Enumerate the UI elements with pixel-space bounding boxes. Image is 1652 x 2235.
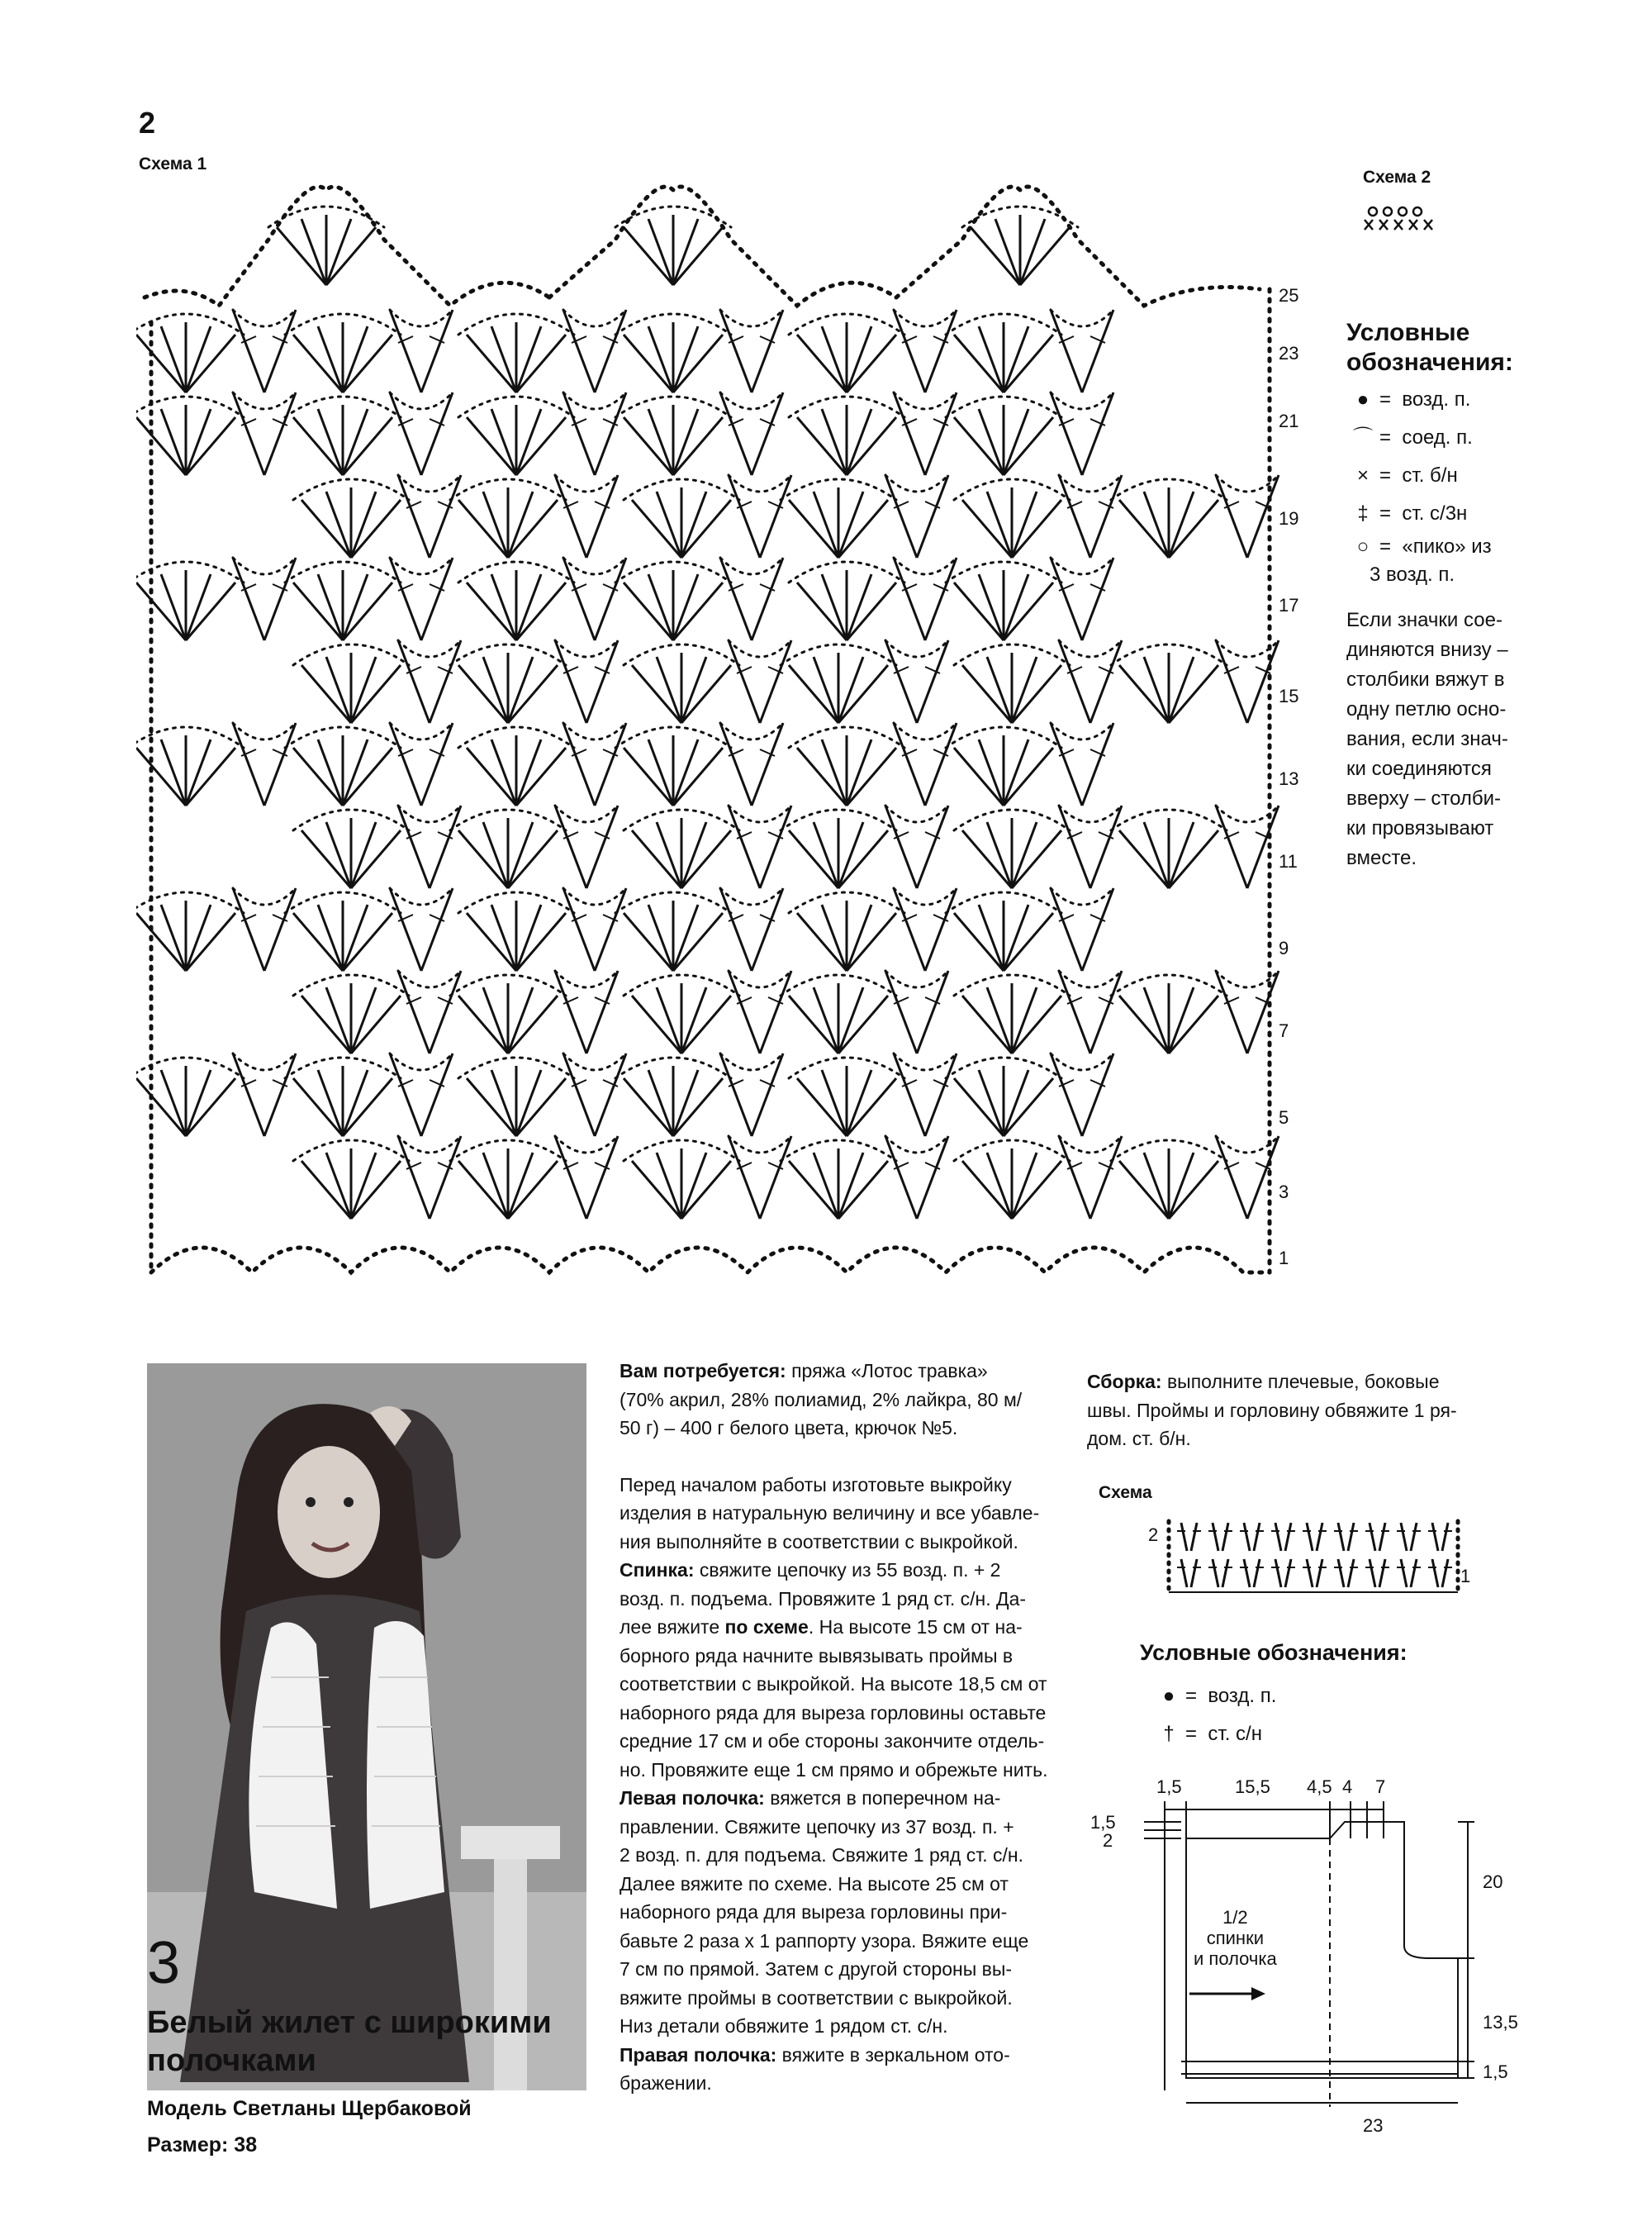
dim-top-1: 1,5 xyxy=(1156,1776,1182,1797)
row-number: 2 xyxy=(1148,1524,1159,1545)
single-crochet-icon: × xyxy=(1356,464,1369,487)
article-credits xyxy=(147,2090,472,2163)
text-line xyxy=(620,1699,1057,1728)
article-title xyxy=(147,2004,552,2080)
body-text: (70% акрил, 28% полиамид, 2% лайкра, 80 м/ xyxy=(620,1388,1023,1410)
legend-title-line2: обозначения: xyxy=(1346,349,1513,376)
inner-label-line: и полочка xyxy=(1194,1948,1277,1969)
dim-right-3: 1,5 xyxy=(1483,2061,1508,2082)
text-line xyxy=(620,1927,1057,1956)
legend-item xyxy=(1346,381,1631,419)
legend-picot-line2: 3 возд. п. xyxy=(1370,564,1455,586)
page-number: 2 xyxy=(139,106,156,140)
dc-stitch-mark xyxy=(1181,1523,1187,1551)
text-line xyxy=(620,1955,1057,1984)
chain-dot-icon: ● xyxy=(1356,388,1370,411)
pattern-inner-label xyxy=(1194,1907,1277,1969)
row-number: 1 xyxy=(1279,1248,1289,1268)
dim-top-2: 15,5 xyxy=(1235,1776,1270,1797)
body-text: бражении. xyxy=(620,2072,712,2094)
legend-item xyxy=(1152,1677,1276,1715)
scheme2-label: Схема 2 xyxy=(1363,168,1431,187)
row-number: 9 xyxy=(1279,938,1289,958)
legend-item xyxy=(1346,495,1631,533)
text-line xyxy=(620,2041,1057,2070)
dc-stitch-mark xyxy=(1275,1559,1281,1587)
bold-heading: Левая полочка: xyxy=(620,1787,765,1809)
dim-bottom: 23 xyxy=(1363,2115,1384,2136)
dc-stitch-mark xyxy=(1285,1523,1291,1551)
body-text: . На высоте 15 см от на- xyxy=(808,1616,1023,1638)
row-number: 1 xyxy=(1460,1566,1471,1586)
text-line xyxy=(620,1414,1057,1443)
body-text: свяжите цепочку из 55 возд. п. + 2 xyxy=(694,1559,1001,1581)
text-line xyxy=(620,1756,1057,1785)
row-number: 13 xyxy=(1279,768,1299,789)
dc-stitch-mark xyxy=(1401,1559,1407,1587)
dc-stitch-mark xyxy=(1222,1559,1228,1587)
body-text: но. Провяжите еще 1 см прямо и обрежьте нить. xyxy=(620,1758,1048,1781)
article-number: 3 xyxy=(147,1930,181,1996)
dc-stitch-mark xyxy=(1370,1523,1375,1551)
note-line: столбики вяжут в xyxy=(1346,668,1505,691)
text-line xyxy=(620,1984,1057,2013)
assembly-text xyxy=(1087,1367,1533,1453)
row-number: 11 xyxy=(1279,851,1298,872)
dc-stitch-mark xyxy=(1338,1523,1344,1551)
body-text: пряжа «Лотос травка» xyxy=(786,1360,988,1381)
text-line xyxy=(620,1813,1057,1842)
note-line: вместе. xyxy=(1346,847,1417,869)
slip-stitch-icon: ⌒ xyxy=(1353,426,1373,449)
scheme1-label: Схема 1 xyxy=(139,155,207,174)
chain-dot-icon: ● xyxy=(1162,1685,1175,1707)
body-text: выполните плечевые, боковые xyxy=(1161,1371,1440,1392)
bold-heading: Спинка: xyxy=(620,1559,695,1581)
text-line xyxy=(620,1898,1057,1927)
text-line xyxy=(620,1499,1057,1528)
text-line xyxy=(620,1556,1057,1585)
dc-stitch-mark xyxy=(1379,1523,1385,1551)
dc-stitch-mark xyxy=(1317,1559,1322,1587)
row-number: 17 xyxy=(1279,595,1299,616)
legend-text: ст. с/3н xyxy=(1402,502,1468,525)
dc-stitch-mark xyxy=(1317,1523,1322,1551)
dim-top-5: 7 xyxy=(1375,1776,1386,1797)
dc-stitch-mark xyxy=(1222,1523,1228,1551)
bold-heading: Сборка: xyxy=(1087,1371,1162,1392)
garment-pattern-diagram xyxy=(1082,1776,1545,2123)
body-text: вяжется в поперечном на- xyxy=(764,1787,1001,1809)
body-text: 50 г) – 400 г белого цвета, крючок №5. xyxy=(620,1417,958,1438)
crochet-chart-scheme1 xyxy=(136,140,1293,1289)
body-text: соответствии с выкройкой. На высоте 18,5 см от xyxy=(620,1673,1047,1695)
legend-note xyxy=(1346,606,1631,873)
inner-label-line: спинки xyxy=(1206,1928,1264,1948)
text-line xyxy=(620,2012,1057,2041)
title-line: Белый жилет с широкими xyxy=(147,2005,552,2040)
dc-stitch-mark xyxy=(1275,1523,1281,1551)
dc-stitch-mark xyxy=(1411,1559,1417,1587)
dc-stitch-mark xyxy=(1213,1523,1218,1551)
note-line: ки провязывают xyxy=(1346,817,1494,839)
dc-stitch-mark xyxy=(1244,1559,1250,1587)
row-number: 15 xyxy=(1279,686,1299,706)
triple-treble-icon: ‡ xyxy=(1357,502,1369,525)
dc-stitch-mark xyxy=(1213,1559,1218,1587)
legend-eq: = xyxy=(1379,426,1392,449)
body-text: бавьте 2 раза х 1 раппорту узора. Вяжите еще xyxy=(620,1929,1029,1952)
row-number: 7 xyxy=(1279,1020,1289,1041)
legend-text: возд. п. xyxy=(1402,388,1471,411)
legend-item xyxy=(1346,533,1631,561)
dim-top-4: 4 xyxy=(1342,1776,1353,1797)
note-line: вверху – столби- xyxy=(1346,787,1502,810)
row-number: 21 xyxy=(1279,411,1299,431)
dim-right-1: 20 xyxy=(1483,1871,1503,1892)
row-number: 25 xyxy=(1279,285,1299,306)
picot-icon: ○ xyxy=(1356,535,1370,558)
dc-stitch-mark xyxy=(1191,1523,1197,1551)
dc-stitch-mark xyxy=(1181,1559,1187,1587)
body-text: ния выполняйте в соответствии с выкройкой. xyxy=(620,1530,1018,1553)
bold-heading: Вам потребуется: xyxy=(620,1360,786,1381)
text-line xyxy=(620,1727,1057,1756)
note-line: Если значки сое- xyxy=(1346,609,1502,631)
text-line xyxy=(620,1443,1057,1471)
body-text: Перед началом работы изготовьте выкройку xyxy=(620,1473,1012,1496)
crochet-chart-edging xyxy=(1165,1516,1462,1599)
instructions-column xyxy=(620,1357,1057,2098)
row-number: 3 xyxy=(1279,1182,1289,1202)
double-crochet-icon: † xyxy=(1163,1723,1175,1745)
body-text: средние 17 см и обе стороны закончите отдель- xyxy=(620,1730,1045,1752)
body-text: вяжите в зеркальном ото- xyxy=(776,2043,1010,2066)
model-photo xyxy=(147,1363,586,2090)
dc-stitch-mark xyxy=(1191,1559,1197,1587)
legend-text: ст. б/н xyxy=(1402,464,1458,487)
text-line xyxy=(620,2069,1057,2098)
legend-scheme1 xyxy=(1346,318,1631,873)
legend-eq: = xyxy=(1185,1723,1198,1745)
legend-text: возд. п. xyxy=(1208,1685,1277,1707)
dc-stitch-mark xyxy=(1348,1523,1354,1551)
text-line xyxy=(620,1613,1057,1642)
note-line: диняются внизу – xyxy=(1346,639,1508,661)
legend-eq: = xyxy=(1379,502,1392,525)
text-line xyxy=(620,1471,1057,1500)
bold-inline: по схеме xyxy=(724,1616,809,1638)
body-text: наборного ряда для выреза горловины оставьте xyxy=(620,1701,1047,1724)
dc-stitch-mark xyxy=(1285,1559,1291,1587)
legend-item xyxy=(1346,419,1631,457)
legend-item xyxy=(1346,457,1631,495)
title-line: полочками xyxy=(147,2043,316,2078)
text-line xyxy=(1087,1424,1533,1453)
note-line: вания, если знач- xyxy=(1346,728,1508,750)
text-line xyxy=(620,1528,1057,1557)
text-line xyxy=(620,1670,1057,1699)
text-line xyxy=(620,1841,1057,1870)
dc-stitch-mark xyxy=(1432,1559,1438,1587)
body-text: возд. п. подъема. Провяжите 1 ряд ст. с/н. Да- xyxy=(620,1587,1027,1610)
body-text: лее вяжите xyxy=(620,1616,725,1638)
legend-text: соед. п. xyxy=(1402,426,1473,449)
legend-scheme-edging xyxy=(1152,1677,1276,1753)
body-text: Низ детали обвяжите 1 рядом ст. с/н. xyxy=(620,2015,948,2037)
dc-stitch-mark xyxy=(1244,1523,1250,1551)
dc-stitch-mark xyxy=(1370,1559,1375,1587)
body-text: вяжите проймы в соответствии с выкройкой. xyxy=(620,1986,1013,2009)
dc-stitch-mark xyxy=(1307,1559,1313,1587)
text-line xyxy=(620,1642,1057,1671)
dc-stitch-mark xyxy=(1379,1559,1385,1587)
body-text: Далее вяжите по схеме. На высоте 25 см от xyxy=(620,1872,1009,1895)
model-credit: Модель Светланы Щербаковой xyxy=(147,2097,472,2120)
row-number: 23 xyxy=(1279,343,1299,364)
dc-stitch-mark xyxy=(1401,1523,1407,1551)
legend-text: «пико» из xyxy=(1402,535,1492,558)
legend-item xyxy=(1152,1715,1276,1753)
legend-eq: = xyxy=(1379,464,1392,487)
dim-left-1: 1,5 xyxy=(1090,1812,1116,1833)
dc-stitch-mark xyxy=(1254,1559,1260,1587)
note-line: одну петлю осно- xyxy=(1346,698,1507,720)
text-line xyxy=(620,1357,1057,1386)
scheme2-picot-row xyxy=(1363,205,1437,235)
legend2-title: Условные обозначения: xyxy=(1140,1640,1408,1665)
text-line xyxy=(620,1870,1057,1899)
text-line xyxy=(1087,1396,1533,1425)
text-line xyxy=(620,1585,1057,1614)
dc-stitch-mark xyxy=(1338,1559,1344,1587)
dim-right-2: 13,5 xyxy=(1483,2012,1518,2033)
dim-top-3: 4,5 xyxy=(1307,1776,1332,1797)
body-text: 2 возд. п. для подъема. Свяжите 1 ряд ст. с/н. xyxy=(620,1844,1023,1866)
body-text: правлении. Свяжите цепочку из 37 возд. п. + xyxy=(620,1815,1014,1838)
body-text: дом. ст. б/н. xyxy=(1087,1428,1191,1449)
dc-stitch-mark xyxy=(1442,1559,1448,1587)
text-line xyxy=(1087,1367,1533,1396)
dc-stitch-mark xyxy=(1432,1523,1438,1551)
body-text: 7 см по прямой. Затем с другой стороны вы- xyxy=(620,1958,1013,1980)
dc-stitch-mark xyxy=(1348,1559,1354,1587)
row-number: 19 xyxy=(1279,508,1299,529)
text-line xyxy=(620,1784,1057,1813)
row-number: 5 xyxy=(1279,1107,1289,1128)
text-line xyxy=(620,1386,1057,1415)
legend-eq: = xyxy=(1379,535,1392,558)
body-text: наборного ряда для выреза горловины при- xyxy=(620,1901,1008,1923)
body-text: борного ряда начните вывязывать проймы в xyxy=(620,1644,1014,1667)
bold-heading: Правая полочка: xyxy=(620,2043,777,2066)
inner-label-line: 1/2 xyxy=(1222,1907,1248,1928)
scheme-label: Схема xyxy=(1099,1483,1152,1502)
note-line: ки соединяются xyxy=(1346,758,1492,780)
legend-text: ст. с/н xyxy=(1208,1723,1262,1745)
dim-left-2: 2 xyxy=(1103,1830,1113,1851)
legend-eq: = xyxy=(1379,388,1392,411)
legend-eq: = xyxy=(1185,1685,1198,1707)
size-info: Размер: 38 xyxy=(147,2133,258,2157)
body-text: швы. Проймы и горловину обвяжите 1 ря- xyxy=(1087,1399,1457,1421)
legend-title-line1: Условные xyxy=(1346,319,1470,346)
body-text: изделия в натуральную величину и все убавле- xyxy=(620,1502,1040,1524)
dc-stitch-mark xyxy=(1254,1523,1260,1551)
dc-stitch-mark xyxy=(1411,1523,1417,1551)
dc-stitch-mark xyxy=(1442,1523,1448,1551)
dc-stitch-mark xyxy=(1307,1523,1313,1551)
